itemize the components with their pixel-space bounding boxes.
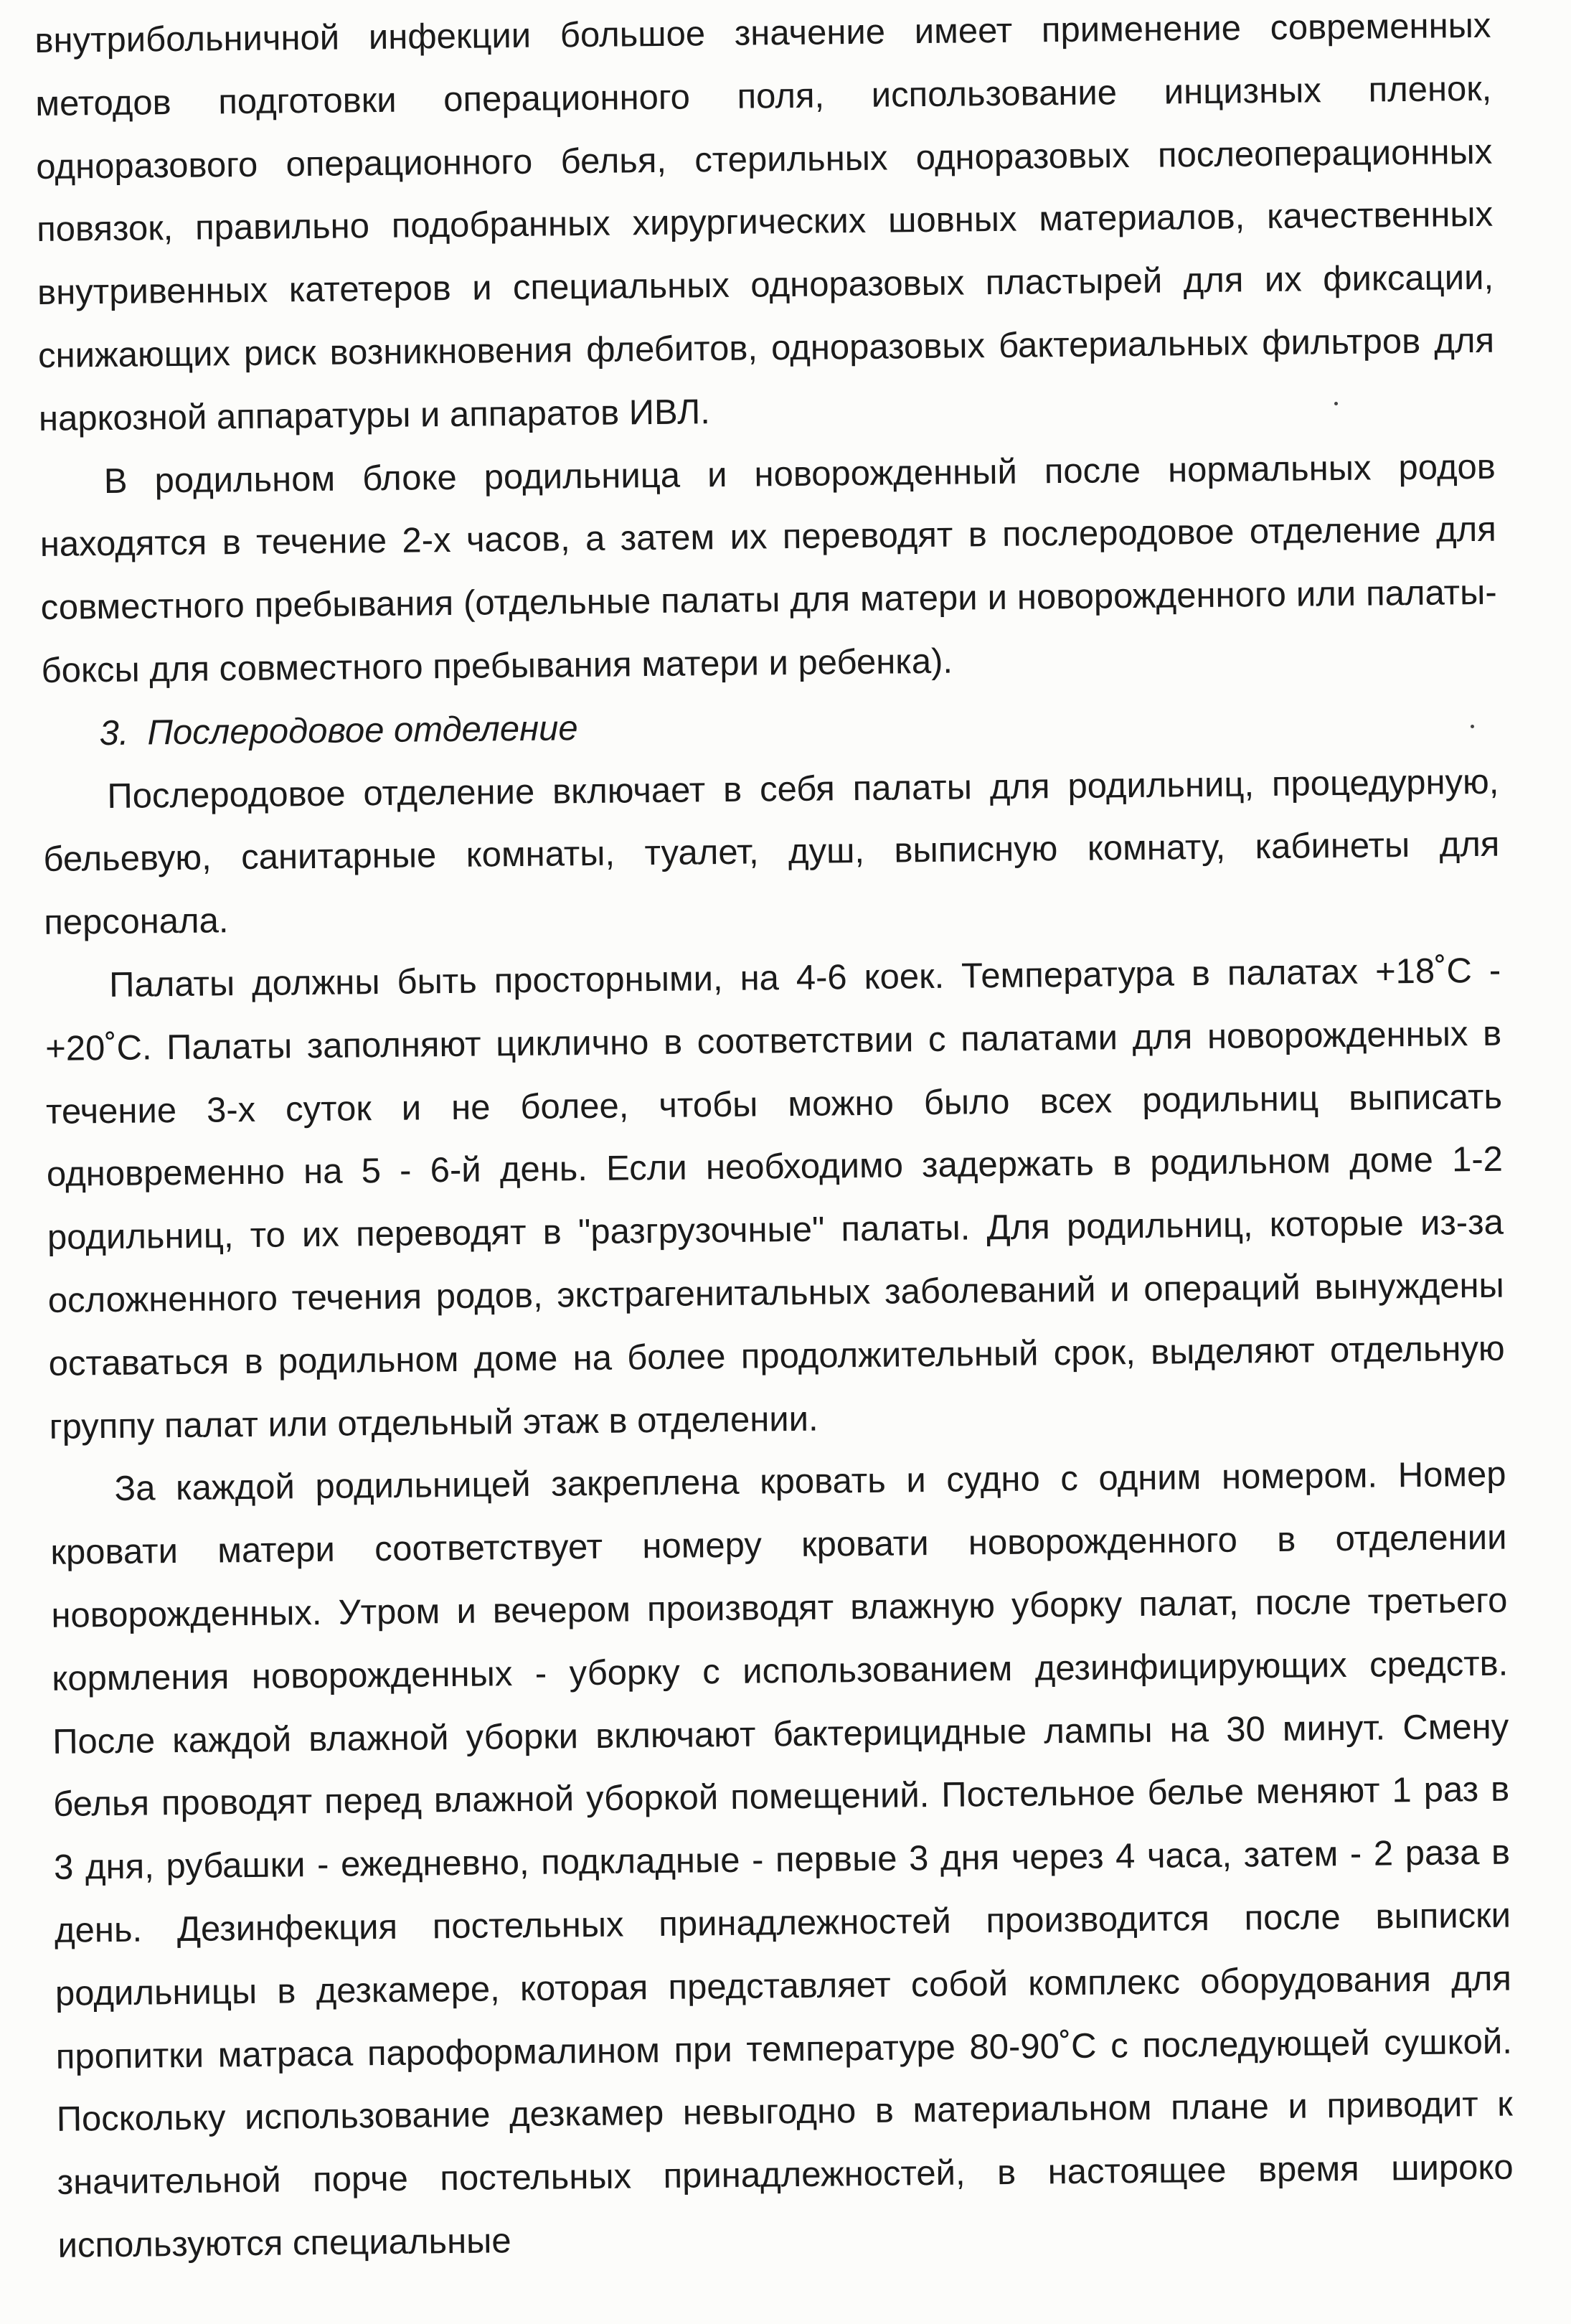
paragraph-infection-control: внутрибольничной инфекции большое значение имеет применение современных методов подготовки операционного поля, использование инцизных пленок, одноразового операционного белья, стерильных одноразовых послеоперационных повязок, правильно подобранных хирургических шовных материалов, качественных внутривенных катетеров и специальных одноразовых пластырей для их фиксации, снижающих риск возникновения флебитов, одноразовых бактериальных фильтров для наркозной аппаратуры и аппаратов ИВЛ. (34, 6, 1495, 438)
document-body (34, 0, 1514, 2278)
scan-speck (1471, 725, 1474, 728)
paragraph-wards: Палаты должны быть просторными, на 4-6 коек. Температура в палатах +18˚С - +20˚С. Палаты заполняют циклично в соответствии с палатами для новорожденных в течение 3-х суток и не более, чтобы можно было всех родильниц выписать одновременно на 5 - 6-й день. Если необходимо задержать в родильном доме 1-2 родильниц, то их переводят в "разгрузочные" палаты. Для родильниц, которые из-за осложненного течения родов, экстрагенитальных заболеваний и операций вынуждены оставаться в родильном доме на более продолжительный срок, выделяют отдельную группу палат или отдельный этаж в отделении. (44, 951, 1505, 1446)
section-number: 3. (99, 713, 129, 753)
scan-speck (1334, 402, 1338, 405)
paragraph-delivery-block: В родильном блоке родильница и новорожденный после нормальных родов находятся в течение 2-х часов, а затем их переводят в послеродовое отделение для совместного пребывания (отдельные палаты для матери и новорожденного или палаты-боксы для совместного пребывания матери и ребенка). (39, 447, 1497, 690)
paragraph-hygiene: За каждой родильницей закреплена кровать и судно с одним номером. Номер кровати матери соответствует номеру кровати новорожденного в отделении новорожденных. Утром и вечером производят влажную уборку палат, после третьего кормления новорожденных - уборку с использованием дезинфицирующих средств. После каждой влажной уборки включают бактерицидные лампы на 30 минут. Смену белья проводят перед влажной уборкой помещений. Постельное белье меняют 1 раз в 3 дня, рубашки - ежедневно, подкладные - первые 3 дня через 4 часа, затем - 2 раза в день. Дезинфекция постельных принадлежностей производится после выписки родильницы в дезкамере, которая представляет собой комплекс оборудования для пропитки матраса пароформалином при температуре 80-90˚С с последующей сушкой. Поскольку использование дезкамер невыгодно в материальном плане и приводит к значительной порче постельных принадлежностей, в настоящее время широко используются специальные (50, 1454, 1514, 2265)
section-title: Послеродовое отделение (147, 708, 578, 753)
paragraph-department-rooms: Послеродовое отделение включает в себя палаты для родильниц, процедурную, бельевую, санитарные комнаты, туалет, душ, выписную комнату, кабинеты для персонала. (43, 762, 1500, 943)
